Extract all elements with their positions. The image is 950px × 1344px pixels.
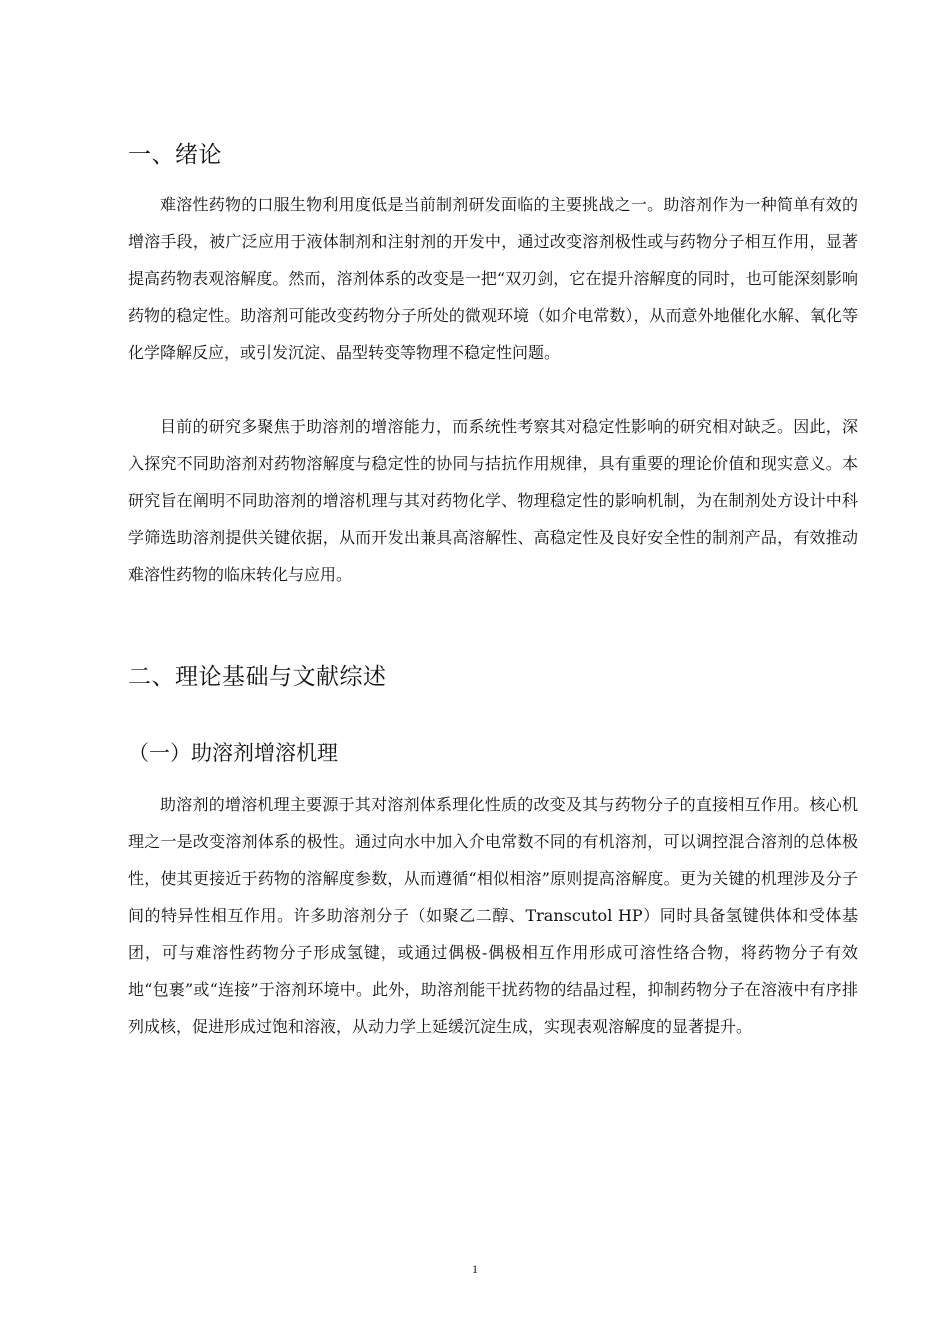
paragraph-mechanism: 助溶剂的增溶机理主要源于其对溶剂体系理化性质的改变及其与药物分子的直接相互作用。核心机理之一是改变溶剂体系的极性。通过向水中加入介电常数不同的有机溶剂，可以调控混合溶剂的总体极性，使其更接近于药物的溶解度参数，从而遵循“相似相溶”原则提高溶解度。更为关键的机理涉及分子间的特异性相互作用。许多助溶剂分子（如聚乙二醇、Transcutol HP）同时具备氢键供体和受体基团，可与难溶性药物分子形成氢键，或通过偶极-偶极相互作用形成可溶性络合物，将药物分子有效地“包裹”或“连接”于溶剂环境中。此外，助溶剂能干扰药物的结晶过程，抑制药物分子在溶液中有序排列成核，促进形成过饱和溶液，从动力学上延缓沉淀生成，实现表观溶解度的显著提升。 — [128, 795, 858, 1036]
section-heading-introduction: 一、绪论 — [128, 142, 222, 168]
section-heading-theory: 二、理论基础与文献综述 — [128, 664, 387, 690]
paragraph-introduction-1: 难溶性药物的口服生物利用度低是当前制剂研发面临的主要挑战之一。助溶剂作为一种简单有效的增溶手段，被广泛应用于液体制剂和注射剂的开发中，通过改变溶剂极性或与药物分子相互作用，显著提高药物表观溶解度。然而，溶剂体系的改变是一把“双刃剑，它在提升溶解度的同时，也可能深刻影响药物的稳定性。助溶剂可能改变药物分子所处的微观环境（如介电常数），从而意外地催化水解、氧化等化学降解反应，或引发沉淀、晶型转变等物理不稳定性问题。 — [128, 195, 858, 362]
document-page — [128, 0, 858, 1344]
subsection-heading-mechanism: （一）助溶剂增溶机理 — [128, 741, 338, 765]
page-number: 1 — [472, 1262, 478, 1276]
paragraph-introduction-2: 目前的研究多聚焦于助溶剂的增溶能力，而系统性考察其对稳定性影响的研究相对缺乏。因此，深入探究不同助溶剂对药物溶解度与稳定性的协同与拮抗作用规律，具有重要的理论价值和现实意义。本研究旨在阐明不同助溶剂的增溶机理与其对药物化学、物理稳定性的影响机制，为在制剂处方设计中科学筛选助溶剂提供关键依据，从而开发出兼具高溶解性、高稳定性及良好安全性的制剂产品，有效推动难溶性药物的临床转化与应用。 — [128, 417, 858, 584]
